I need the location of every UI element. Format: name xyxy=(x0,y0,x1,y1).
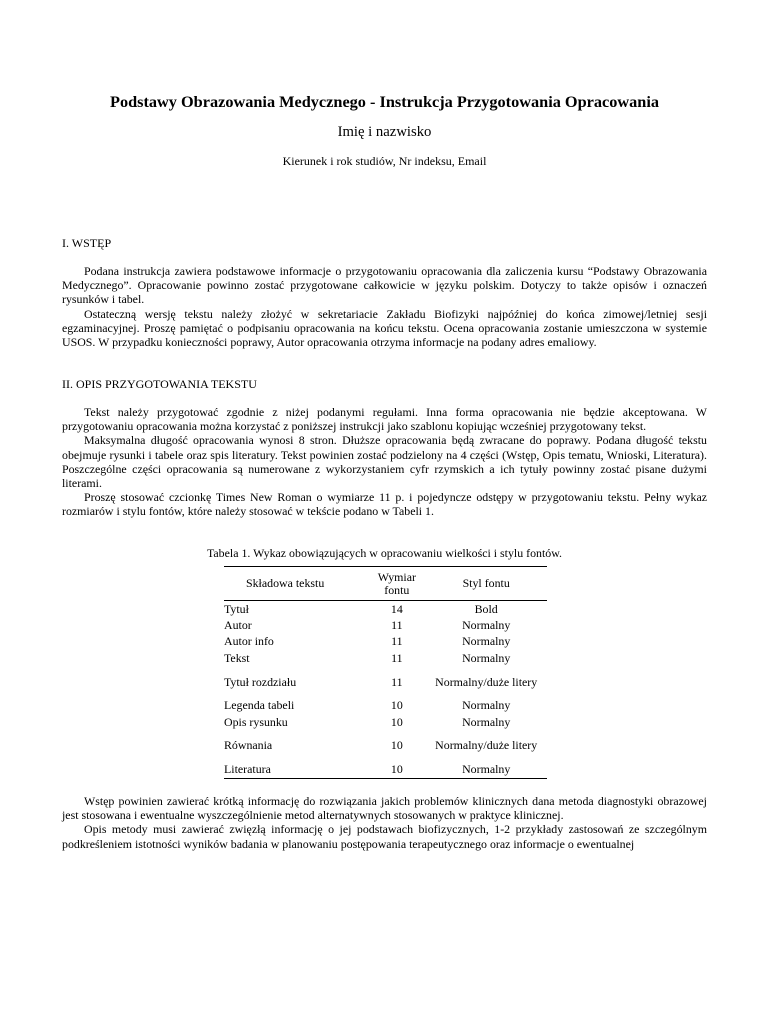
table-cell: 11 xyxy=(391,650,403,665)
paragraph: Tekst należy przygotować zgodnie z niżej podanymi regułami. Inna forma opracowania nie będzie akceptowana. W przygotowaniu opracowania można korzystać z poniższej instrukcji jako szablonu kopiując wcześniej przygotowany tekst. xyxy=(62,405,707,434)
table-row xyxy=(224,730,547,761)
table-cell: 10 xyxy=(390,714,403,729)
table-cell: Normalny/duże litery xyxy=(435,674,538,689)
table-cell: Autor xyxy=(224,618,252,633)
table-row xyxy=(224,601,547,618)
document-title: Podstawy Obrazowania Medycznego - Instrukcja Przygotowania Opracowania xyxy=(110,92,659,111)
table-row xyxy=(224,698,547,714)
table-row xyxy=(224,761,547,778)
table-cell: Równania xyxy=(224,738,273,753)
section-heading-prep: II. OPIS PRZYGOTOWANIA TEKSTU xyxy=(62,377,257,391)
table-header-row xyxy=(224,567,547,601)
paragraph: Opis metody musi zawierać zwięzłą informację o jej podstawach biofizycznych, 1-2 przykłady zastosowań ze szczególnym podkreśleniem istotności wyników badania w planowaniu postępowania terapeutycznego oraz informacje o ewentualnej xyxy=(62,822,707,851)
author-name: Imię i nazwisko xyxy=(337,124,432,140)
table-cell: Bold xyxy=(474,601,498,616)
table-cell: Normalny xyxy=(462,714,511,729)
column-header: Składowa tekstu xyxy=(224,567,368,601)
table-cell: 14 xyxy=(390,601,403,616)
table-cell: 11 xyxy=(391,618,403,633)
paragraph: Podana instrukcja zawiera podstawowe informacje o przygotowaniu opracowania dla zaliczenia kursu “Podstawy Obrazowania Medycznego”. Opracowanie powinno zostać przygotowane całkowicie w języku polskim. Dotyczy to także opisów i oznaczeń rysunków i tabel. xyxy=(62,264,707,307)
section-heading-intro: I. WSTĘP xyxy=(62,236,112,250)
section-body-intro xyxy=(62,264,707,349)
column-header: Styl fontu xyxy=(425,567,547,601)
table-cell: 10 xyxy=(368,761,425,778)
table-cell: Normalny/duże litery xyxy=(435,738,538,753)
table-cell: Opis rysunku xyxy=(224,714,288,729)
table-row xyxy=(224,667,547,698)
table-cell: Tekst xyxy=(224,650,250,665)
table-cell: 11 xyxy=(391,674,403,689)
table-cell: Normalny xyxy=(462,618,511,633)
table-cell: Tytuł rozdziału xyxy=(224,674,297,689)
paragraph: Proszę stosować czcionkę Times New Roman o wymiarze 11 p. i pojedyncze odstępy w przygotowaniu tekstu. Pełny wykaz rozmiarów i stylu fontów, które należy stosować w tekście podano w Tabeli 1. xyxy=(62,490,707,519)
author-affiliation: Kierunek i rok studiów, Nr indeksu, Email xyxy=(282,154,487,168)
table-cell: Legenda tabeli xyxy=(224,698,295,713)
table-cell: Normalny xyxy=(462,634,511,649)
table-row xyxy=(224,714,547,730)
table-cell: Normalny xyxy=(425,761,547,778)
paragraph: Ostateczną wersję tekstu należy złożyć w sekretariacie Zakładu Biofizyki najpóźniej do końca zimowej/letniej sesji egzaminacyjnej. Proszę pamiętać o podpisaniu opracowania na końcu tekstu. Ocena opracowania zostanie umieszczona w systemie USOS. W przypadku konieczności poprawy, Autor opracowania otrzyma informacje na podany adres emaliowy. xyxy=(62,306,707,350)
section-body-prep xyxy=(62,405,707,519)
table-cell: 10 xyxy=(390,738,403,753)
table-caption: Tabela 1. Wykaz obowiązujących w opracowaniu wielkości i stylu fontów. xyxy=(206,546,563,560)
paragraph: Maksymalna długość opracowania wynosi 8 stron. Dłuższe opracowania będą zwracane do poprawy. Podana długość tekstu obejmuje rysunki i tabele oraz spis literatury. Tekst powinien zostać podzielony na 4 części (Wstęp, Opis tematu, Wnioski, Literatura). Poszczególne części opracowania są numerowane z wykorzystaniem cyfr rzymskich a ich tytuły powinny zostać pisane dużymi literami. xyxy=(62,433,707,491)
table-cell: Literatura xyxy=(224,761,368,778)
table-cell: Normalny xyxy=(462,698,511,713)
table-cell: 11 xyxy=(391,634,403,649)
table-row xyxy=(224,650,547,666)
table-cell: Normalny xyxy=(462,650,511,665)
section-body-prep-continued xyxy=(62,794,707,851)
column-header: Wymiar fontu xyxy=(368,567,425,601)
table-cell: Tytuł xyxy=(224,601,249,616)
table-row xyxy=(224,617,547,633)
table-cell: Autor info xyxy=(224,634,274,649)
paragraph: Wstęp powinien zawierać krótką informację do rozwiązania jakich problemów klinicznych dana metoda diagnostyki obrazowej jest stosowana i ewentualne wyszczególnienie metod alternatywnych stosowanych w praktyce klinicznej. xyxy=(62,794,707,823)
table-cell: 10 xyxy=(390,698,403,713)
table-row xyxy=(224,634,547,650)
font-spec-table xyxy=(224,566,547,779)
